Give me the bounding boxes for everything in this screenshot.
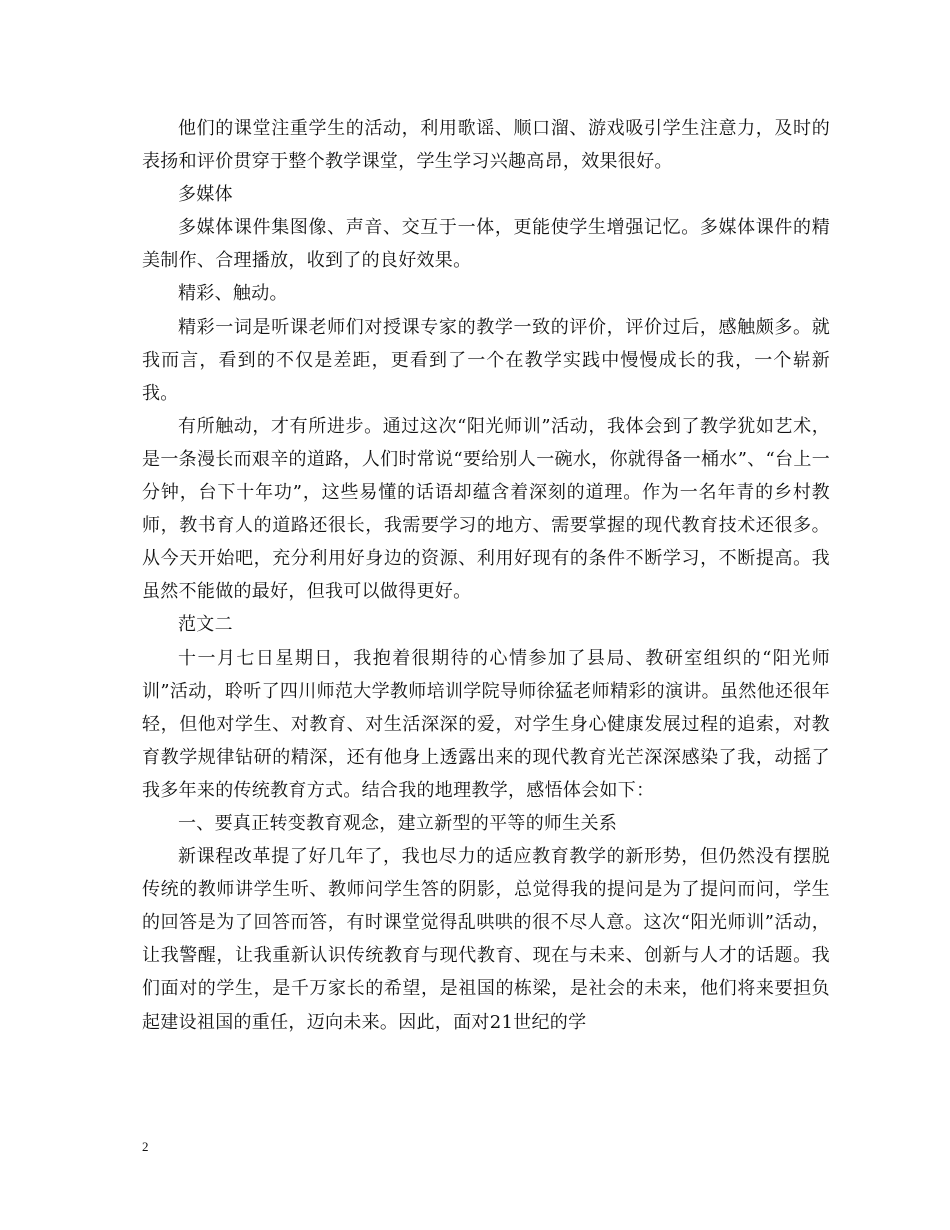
paragraph: 精彩一词是听课老师们对授课专家的教学一致的评价，评价过后，感触颇多。就我而言，看到的不仅是差距，更看到了一个在教学实践中慢慢成长的我，一个崭新我。 (142, 316, 830, 404)
paragraph: 有所触动，才有所进步。通过这次“阳光师训”活动，我体会到了教学犹如艺术，是一条漫长而艰辛的道路，人们时常说“要给别人一碗水，你就得备一桶水”、“台上一分钟，台下十年功”，这些易懂的话语却蕴含着深刻的道理。作为一名年青的乡村教师，教书育人的道路还很长，我需要学习的地方、需要掌握的现代教育技术还很多。从今天开始吧，充分利用好身边的资源、利用好现有的条件不断学习，不断提高。我虽然不能做的最好，但我可以做得更好。 (142, 415, 830, 603)
section-heading: 多媒体 (178, 184, 233, 206)
paragraph: 多媒体课件集图像、声音、交互于一体，更能使学生增强记忆。多媒体课件的精美制作、合理播放，收到了的良好效果。 (142, 217, 830, 272)
page-number: 2 (142, 1139, 149, 1154)
section-heading: 精彩、触动。 (178, 283, 288, 305)
section-heading: 范文二 (178, 614, 233, 636)
body-text (142, 112, 830, 1039)
section-heading: 一、要真正转变教育观念，建立新型的平等的师生关系 (178, 812, 618, 834)
paragraph: 十一月七日星期日，我抱着很期待的心情参加了县局、教研室组织的“阳光师训”活动，聆听了四川师范大学教师培训学院导师徐猛老师精彩的演讲。虽然他还很年轻，但他对学生、对教育、对生活深深的爱，对学生身心健康发展过程的追索，对教育教学规律钻研的精深，还有他身上透露出来的现代教育光芒深深感染了我，动摇了我多年来的传统教育方式。结合我的地理教学，感悟体会如下： (142, 647, 830, 801)
paragraph: 他们的课堂注重学生的活动，利用歌谣、顺口溜、游戏吸引学生注意力，及时的表扬和评价贯穿于整个教学课堂，学生学习兴趣高昂，效果很好。 (142, 118, 830, 173)
paragraph: 新课程改革提了好几年了，我也尽力的适应教育教学的新形势，但仍然没有摆脱传统的教师讲学生听、教师问学生答的阴影，总觉得我的提问是为了提问而问，学生的回答是为了回答而答，有时课堂觉得乱哄哄的很不尽人意。这次“阳光师训”活动，让我警醒，让我重新认识传统教育与现代教育、现在与未来、创新与人才的话题。我们面对的学生，是千万家长的希望，是祖国的栋梁，是社会的未来，他们将来要担负起建设祖国的重任，迈向未来。因此，面对21世纪的学 (142, 846, 830, 1033)
